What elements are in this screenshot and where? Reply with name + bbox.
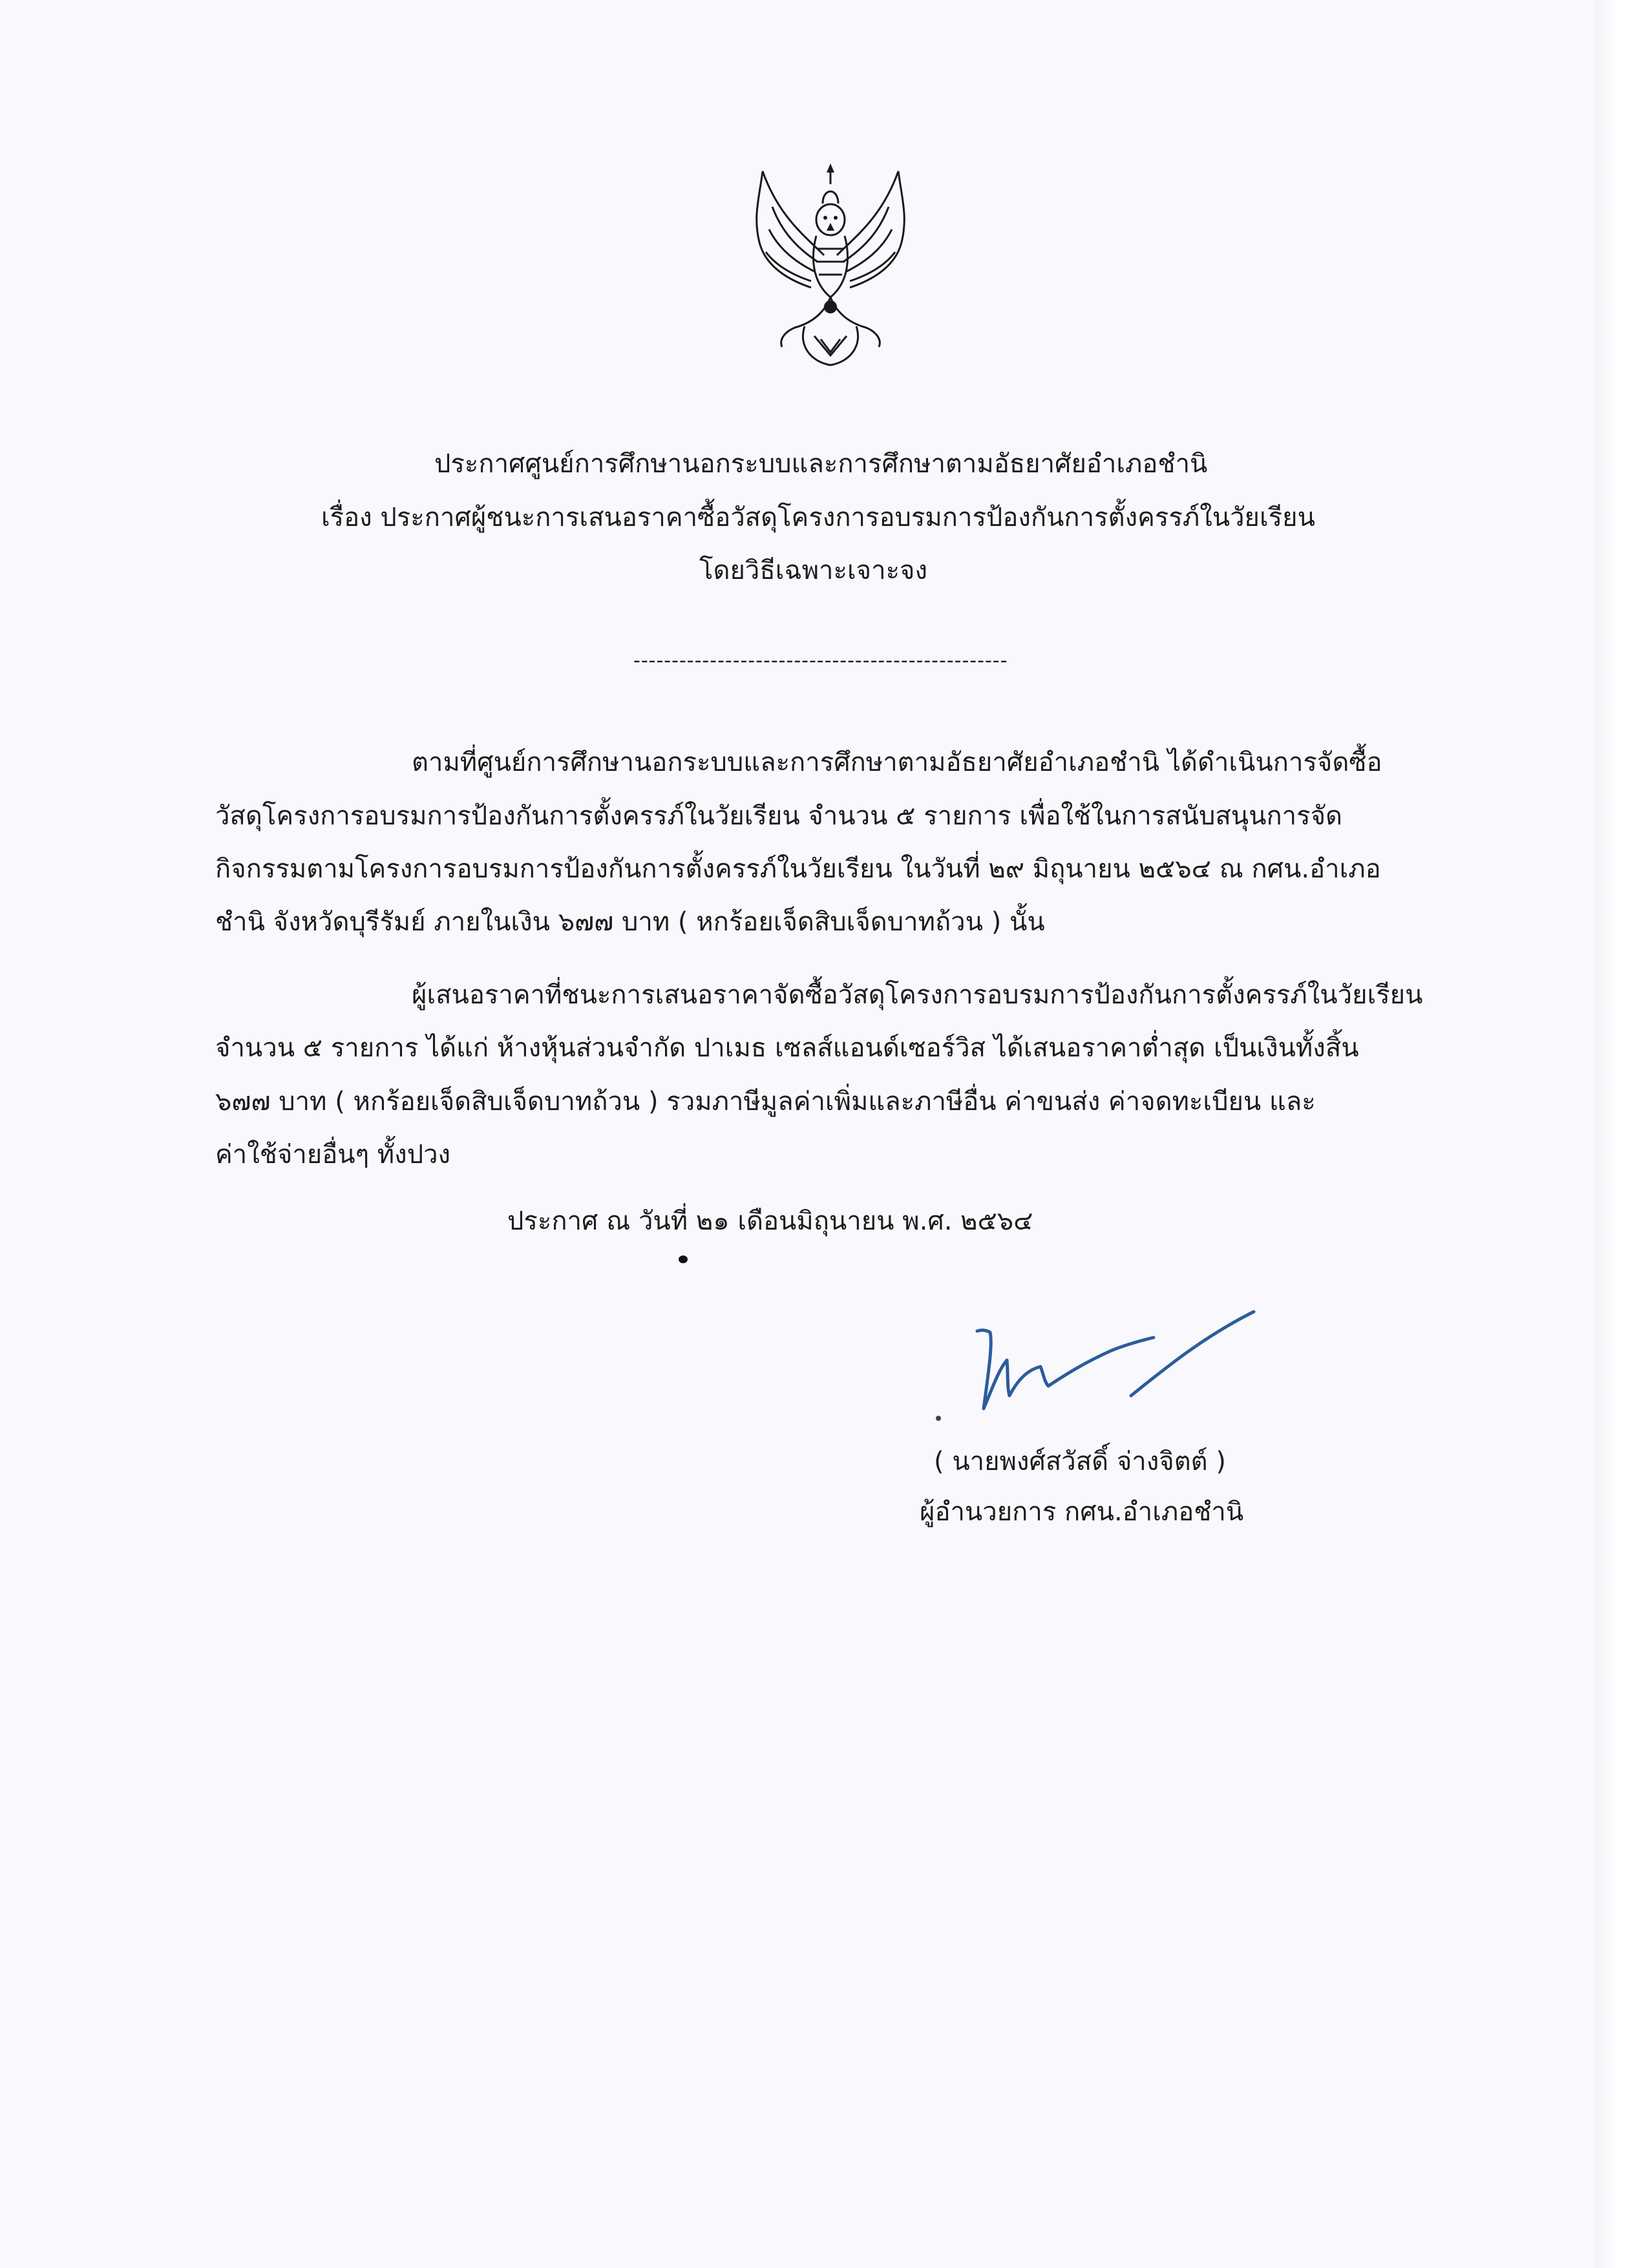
- paragraph1-line: ชำนิ จังหวัดบุรีรัมย์ ภายในเงิน ๖๗๗ บาท ( หกร้อยเจ็ดสิบเจ็ดบาทถ้วน ) นั้น: [215, 907, 1045, 937]
- signatory-position: ผู้อำนวยการ กศน.อำเภอชำนิ: [920, 1497, 1244, 1527]
- ink-dot: [679, 1255, 688, 1263]
- paragraph1-line: ตามที่ศูนย์การศึกษานอกระบบและการศึกษาตามอัธยาศัยอำเภอชำนิ ได้ดำเนินการจัดซื้อ: [412, 748, 1382, 777]
- paragraph1-line: กิจกรรมตามโครงการอบรมการป้องกันการตั้งครรภ์ในวัยเรียน ในวันที่ ๒๙ มิถุนายน ๒๕๖๔ ณ กศน.อำเภอ: [215, 854, 1381, 884]
- paragraph2-line: จำนวน ๕ รายการ ได้แก่ ห้างหุ้นส่วนจำกัด ปาเมธ เซลส์แอนด์เซอร์วิส ได้เสนอราคาต่ำสุด เป็นเงินทั้งสิ้น: [215, 1033, 1359, 1063]
- subject-line: เรื่อง ประกาศผู้ชนะการเสนอราคาซื้อวัสดุโครงการอบรมการป้องกันการตั้งครรภ์ในวัยเรียน: [321, 503, 1315, 532]
- procurement-method: โดยวิธีเฉพาะเจาะจง: [699, 556, 928, 585]
- signatory-name: ( นายพงศ์สวัสดิ์ จ่างจิตต์ ): [934, 1447, 1226, 1476]
- paragraph2-line: ค่าใช้จ่ายอื่นๆ ทั้งปวง: [215, 1140, 451, 1170]
- paragraph1-line: วัสดุโครงการอบรมการป้องกันการตั้งครรภ์ในวัยเรียน จำนวน ๕ รายการ เพื่อใช้ในการสนับสนุนการจัด: [215, 801, 1343, 831]
- paragraph2-line: ผู้เสนอราคาที่ชนะการเสนอราคาจัดซื้อวัสดุโครงการอบรมการป้องกันการตั้งครรภ์ในวัยเรียน: [412, 980, 1423, 1010]
- divider: -------------------------------------------------: [633, 649, 1008, 672]
- scan-border: [1595, 0, 1648, 2268]
- garuda-emblem-icon: [734, 158, 927, 372]
- announcement-date: ประกาศ ณ วันที่ ๒๑ เดือนมิถุนายน พ.ศ. ๒๕๖๔: [507, 1206, 1033, 1236]
- announcement-title: ประกาศศูนย์การศึกษานอกระบบและการศึกษาตามอัธยาศัยอำเภอชำนิ: [434, 449, 1208, 479]
- handwritten-signature: [931, 1299, 1267, 1428]
- paragraph2-line: ๖๗๗ บาท ( หกร้อยเจ็ดสิบเจ็ดบาทถ้วน ) รวมภาษีมูลค่าเพิ่มและภาษีอื่น ค่าขนส่ง ค่าจดทะเบียน และ: [215, 1087, 1316, 1117]
